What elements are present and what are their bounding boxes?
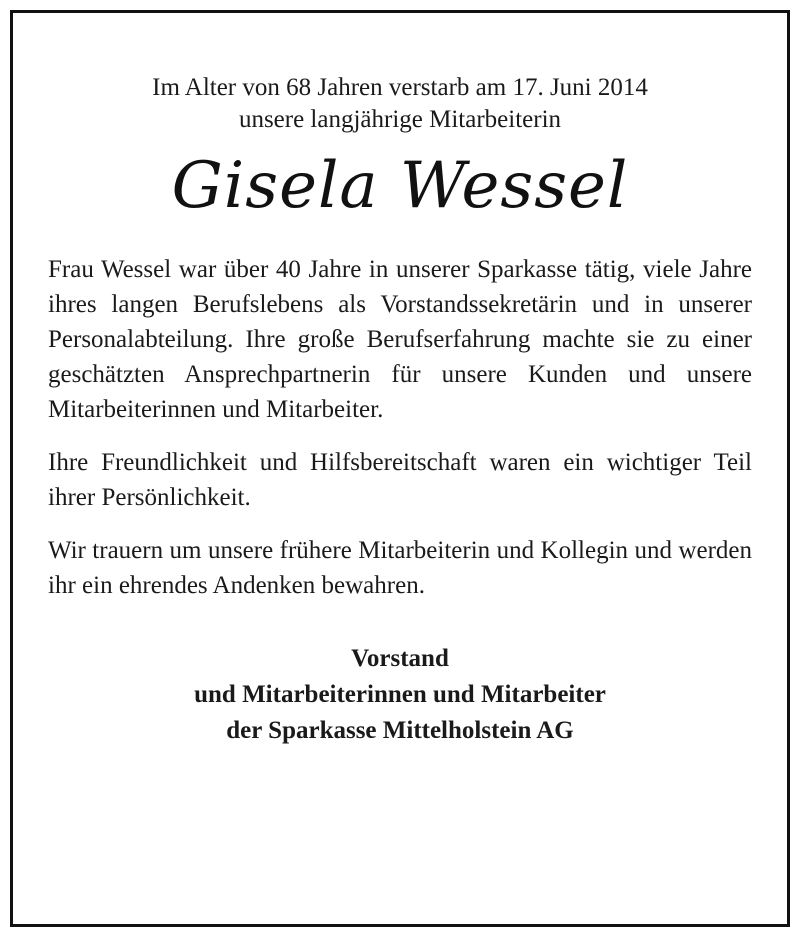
intro-line-1: Im Alter von 68 Jahren verstarb am 17. Juni 2014 xyxy=(152,74,648,101)
paragraph-mourning: Wir trauern um unsere frühere Mitarbeiterin und Kollegin und werden ihr ein ehrendes Andenken bewahren. xyxy=(48,537,752,599)
signature-line-1: Vorstand xyxy=(351,645,449,672)
intro-text xyxy=(48,72,752,136)
signature-line-2: und Mitarbeiterinnen und Mitarbeiter xyxy=(194,681,606,708)
paragraph-character: Ihre Freundlichkeit und Hilfsbereitschaft waren ein wichtiger Teil ihrer Persönlichkeit. xyxy=(48,449,752,511)
paragraph-career: Frau Wessel war über 40 Jahre in unserer Sparkasse tätig, viele Jahre ihres langen Berufslebens als Vorstandssekretärin und in unserer Personalabteilung. Ihre große Berufserfahrung machte sie zu einer geschätzten Ansprechpartnerin für unsere Kunden und unsere Mitarbeiterinnen und Mitarbeiter. xyxy=(48,256,752,423)
intro-line-2: unsere langjährige Mitarbeiterin xyxy=(238,106,562,133)
signature-block xyxy=(48,641,752,749)
obituary-notice xyxy=(48,72,752,749)
notice-body xyxy=(48,252,752,603)
deceased-name: Gisela Wessel xyxy=(171,149,629,223)
signature-line-3: der Sparkasse Mittelholstein AG xyxy=(226,717,574,744)
